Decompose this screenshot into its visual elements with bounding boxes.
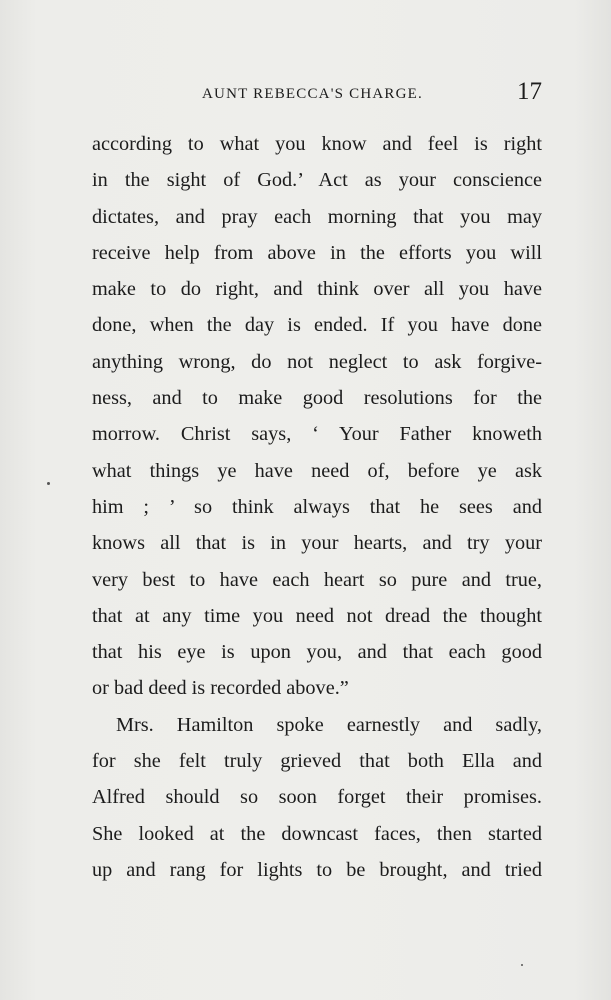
text-line: what things ye have need of, before ye ask: [92, 459, 542, 482]
text-line: that his eye is upon you, and that each good: [92, 641, 542, 664]
text-line: for she felt truly grieved that both Ella and: [92, 750, 542, 773]
text-line: She looked at the downcast faces, then started: [92, 822, 542, 845]
text-line: ness, and to make good resolutions for the: [92, 387, 542, 410]
body-text: [92, 126, 542, 888]
paper-speck: [47, 482, 50, 485]
paper-speck: [521, 964, 523, 966]
text-line: done, when the day is ended. If you have done: [92, 314, 542, 337]
text-line: Alfred should so soon forget their promises.: [92, 786, 542, 809]
text-line: Mrs. Hamilton spoke earnestly and sadly,: [116, 713, 542, 736]
text-line: knows all that is in your hearts, and try your: [92, 532, 542, 555]
text-line: up and rang for lights to be brought, and tried: [92, 858, 542, 881]
text-line: or bad deed is recorded above.”: [92, 677, 349, 700]
page-number: 17: [517, 78, 542, 105]
text-line: receive help from above in the efforts you will: [92, 241, 542, 264]
text-line: make to do right, and think over all you have: [92, 278, 542, 301]
text-line: very best to have each heart so pure and true,: [92, 568, 542, 591]
text-line: in the sight of God.’ Act as your conscience: [92, 169, 542, 192]
text-line: dictates, and pray each morning that you may: [92, 205, 542, 228]
text-line: that at any time you need not dread the thought: [92, 604, 542, 627]
running-head: AUNT REBECCA'S CHARGE.: [202, 86, 423, 102]
text-line: morrow. Christ says, ‘ Your Father knoweth: [92, 423, 542, 446]
text-line: anything wrong, do not neglect to ask forgive-: [92, 350, 542, 373]
page-header: [92, 78, 542, 112]
text-line: him ; ’ so think always that he sees and: [92, 495, 542, 518]
text-line: according to what you know and feel is right: [92, 133, 542, 155]
